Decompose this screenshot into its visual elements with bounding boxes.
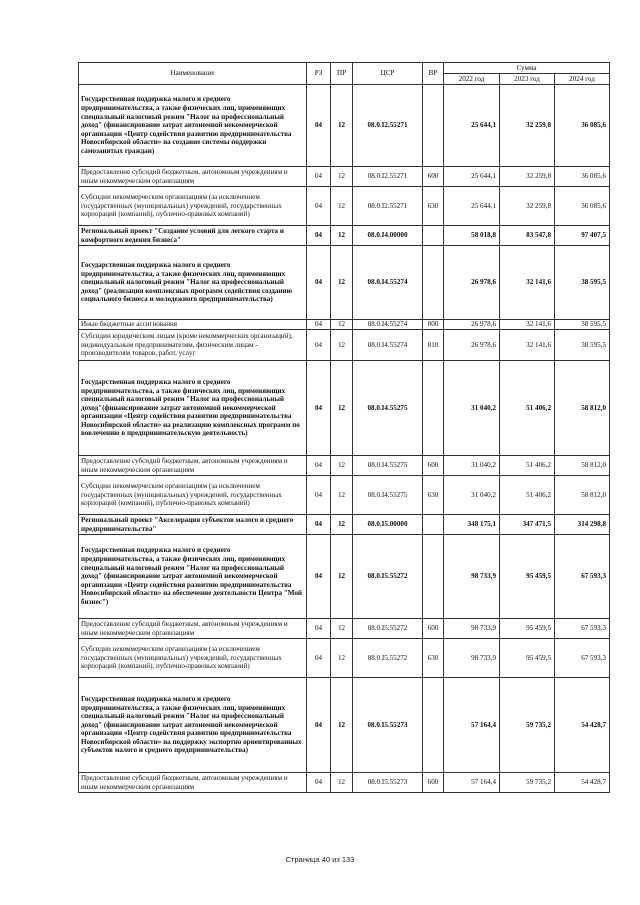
row-amount-2024: 67 593,3 [555, 639, 610, 678]
row-amount-2024: 67 593,3 [555, 619, 610, 639]
row-vr [423, 535, 444, 619]
row-amount-2024: 97 407,5 [555, 226, 610, 246]
page-counter: Страница 40 из 133 [285, 855, 355, 864]
row-pr: 12 [331, 639, 353, 678]
row-rz: 04 [307, 456, 331, 476]
row-csr: 08.0.I4.55275 [353, 476, 423, 515]
row-vr: 800 [423, 320, 444, 330]
header-sum: Сумма [444, 63, 610, 74]
row-amount-2024: 58 812,0 [555, 456, 610, 476]
row-vr: 630 [423, 187, 444, 226]
table-row [79, 476, 610, 515]
row-pr: 12 [331, 85, 353, 167]
table-row [79, 535, 610, 619]
row-vr: 810 [423, 330, 444, 361]
row-vr [423, 246, 444, 320]
header-csr: ЦСР [353, 63, 423, 85]
row-amount-2023: 59 735,2 [500, 773, 555, 793]
row-name: Субсидии некоммерческим организациям (за исключением государственных (муниципальных) учреждений, государственных корпораций (компаний), публично-правовых компаний) [79, 476, 307, 515]
row-rz: 04 [307, 361, 331, 456]
row-csr: 08.0.I5.55272 [353, 619, 423, 639]
row-name: Субсидии юридическим лицам (кроме некоммерческих организаций), индивидуальным предпринимателям, физическим лицам - производителям товаров, работ, услуг [79, 330, 307, 361]
row-vr: 630 [423, 639, 444, 678]
row-amount-2023: 51 406,2 [500, 456, 555, 476]
row-amount-2024: 38 595,5 [555, 320, 610, 330]
row-csr: 08.0.I2.55271 [353, 85, 423, 167]
row-amount-2023: 32 259,8 [500, 187, 555, 226]
row-amount-2022: 98 733,9 [444, 619, 500, 639]
row-amount-2022: 57 164,4 [444, 773, 500, 793]
row-csr: 08.0.I4.55275 [353, 361, 423, 456]
row-csr: 08.0.I4.55274 [353, 330, 423, 361]
row-vr: 600 [423, 619, 444, 639]
row-amount-2022: 25 644,1 [444, 187, 500, 226]
row-rz: 04 [307, 226, 331, 246]
row-pr: 12 [331, 535, 353, 619]
row-amount-2022: 31 040,2 [444, 456, 500, 476]
table-row [79, 639, 610, 678]
table-row [79, 773, 610, 793]
row-amount-2023: 51 406,2 [500, 361, 555, 456]
row-amount-2022: 26 978,6 [444, 330, 500, 361]
row-amount-2023: 59 735,2 [500, 678, 555, 773]
row-pr: 12 [331, 619, 353, 639]
table-row [79, 246, 610, 320]
table-row [79, 361, 610, 456]
row-amount-2024: 54 428,7 [555, 773, 610, 793]
row-pr: 12 [331, 167, 353, 187]
header-pr: ПР [331, 63, 353, 85]
table-row [79, 85, 610, 167]
row-amount-2024: 38 595,5 [555, 330, 610, 361]
row-csr: 08.0.I4.55275 [353, 456, 423, 476]
row-amount-2022: 25 644,1 [444, 85, 500, 167]
row-amount-2024: 67 593,3 [555, 535, 610, 619]
row-name: Предоставление субсидий бюджетным, автономным учреждениям и иным некоммерческим организациям [79, 167, 307, 187]
row-rz: 04 [307, 246, 331, 320]
budget-table [78, 62, 610, 793]
row-name: Предоставление субсидий бюджетным, автономным учреждениям и иным некоммерческим организациям [79, 619, 307, 639]
row-csr: 08.0.I4.55274 [353, 246, 423, 320]
row-pr: 12 [331, 330, 353, 361]
row-name: Государственная поддержка малого и среднего предпринимательства, а также физических лиц, применяющих специальный налоговый режим "Налог на профессиональный доход" (реализация комплексных программ содействия созданию социального бизнеса и молодежного предпринимательства) [79, 246, 307, 320]
row-csr: 08.0.I5.55272 [353, 639, 423, 678]
row-vr [423, 515, 444, 535]
row-pr: 12 [331, 476, 353, 515]
row-rz: 04 [307, 85, 331, 167]
row-vr: 600 [423, 456, 444, 476]
row-rz: 04 [307, 515, 331, 535]
row-rz: 04 [307, 639, 331, 678]
header-2024: 2024 год [555, 74, 610, 85]
row-vr [423, 361, 444, 456]
table-row [79, 330, 610, 361]
header-vr: ВР [423, 63, 444, 85]
row-csr: 08.0.I4.55274 [353, 320, 423, 330]
row-pr: 12 [331, 515, 353, 535]
row-vr: 630 [423, 476, 444, 515]
row-csr: 08.0.I5.00000 [353, 515, 423, 535]
row-amount-2024: 36 085,6 [555, 167, 610, 187]
row-amount-2022: 26 978,6 [444, 320, 500, 330]
row-amount-2024: 38 595,5 [555, 246, 610, 320]
header-2023: 2023 год [500, 74, 555, 85]
row-amount-2023: 83 547,8 [500, 226, 555, 246]
row-name: Государственная поддержка малого и среднего предпринимательства, а также физических лиц, применяющих специальный налоговый режим "Налог на профессиональный доход" (финансирование затрат автономной некоммерческой организации «Центр содействия развитию предпринимательства Новосибирской области» на обеспечение деятельности Центра "Мой бизнес") [79, 535, 307, 619]
row-csr: 08.0.I2.55271 [353, 167, 423, 187]
row-amount-2023: 51 406,2 [500, 476, 555, 515]
table-row [79, 187, 610, 226]
row-vr [423, 85, 444, 167]
row-amount-2023: 32 141,6 [500, 320, 555, 330]
table-row [79, 515, 610, 535]
header-name: Наименование [79, 63, 307, 85]
row-csr: 08.0.I5.55273 [353, 678, 423, 773]
row-amount-2022: 26 978,6 [444, 246, 500, 320]
table-row [79, 167, 610, 187]
budget-table-body [79, 85, 610, 793]
row-csr: 08.0.I5.55273 [353, 773, 423, 793]
row-name: Государственная поддержка малого и среднего предпринимательства, а также физических лиц, применяющих специальный налоговый режим "Налог на профессиональный доход" (финансирование затрат автономной некоммерческой организации «Центр содействия развитию предпринимательства Новосибирской области» на создание системы поддержки самозанятых граждан) [79, 85, 307, 167]
row-name: Предоставление субсидий бюджетным, автономным учреждениям и иным некоммерческим организациям [79, 456, 307, 476]
row-amount-2024: 58 812,0 [555, 476, 610, 515]
row-rz: 04 [307, 476, 331, 515]
row-amount-2022: 25 644,1 [444, 167, 500, 187]
row-amount-2023: 32 141,6 [500, 246, 555, 320]
row-amount-2023: 32 259,8 [500, 167, 555, 187]
row-amount-2023: 347 471,5 [500, 515, 555, 535]
row-rz: 04 [307, 678, 331, 773]
row-amount-2024: 36 085,6 [555, 187, 610, 226]
row-pr: 12 [331, 773, 353, 793]
row-amount-2023: 32 141,6 [500, 330, 555, 361]
row-amount-2024: 36 085,6 [555, 85, 610, 167]
table-row [79, 456, 610, 476]
row-amount-2022: 57 164,4 [444, 678, 500, 773]
row-vr: 600 [423, 773, 444, 793]
row-amount-2022: 98 733,9 [444, 639, 500, 678]
row-name: Предоставление субсидий бюджетным, автономным учреждениям и иным некоммерческим организациям [79, 773, 307, 793]
row-name: Субсидии некоммерческим организациям (за исключением государственных (муниципальных) учреждений, государственных корпораций (компаний), публично-правовых компаний) [79, 639, 307, 678]
row-rz: 04 [307, 773, 331, 793]
budget-table-container [78, 62, 609, 793]
row-amount-2022: 348 175,1 [444, 515, 500, 535]
row-amount-2022: 58 018,8 [444, 226, 500, 246]
row-rz: 04 [307, 320, 331, 330]
table-row [79, 678, 610, 773]
row-rz: 04 [307, 187, 331, 226]
row-amount-2024: 314 298,8 [555, 515, 610, 535]
row-pr: 12 [331, 361, 353, 456]
row-amount-2024: 54 428,7 [555, 678, 610, 773]
row-amount-2023: 95 459,5 [500, 639, 555, 678]
row-csr: 08.0.I5.55272 [353, 535, 423, 619]
row-name: Государственная поддержка малого и среднего предпринимательства, а также физических лиц, применяющих специальный налоговый режим "Налог на профессиональный доход" (финансирование затрат автономной некоммерческой организации «Центр содействия развитию предпринимательства Новосибирской области» на поддержку экспортно ориентированных субъектов малого и среднего предпринимательства) [79, 678, 307, 773]
row-pr: 12 [331, 187, 353, 226]
row-vr: 600 [423, 167, 444, 187]
table-row [79, 226, 610, 246]
row-rz: 04 [307, 619, 331, 639]
table-row [79, 320, 610, 330]
header-2022: 2022 год [444, 74, 500, 85]
row-pr: 12 [331, 246, 353, 320]
row-name: Региональный проект "Создание условий для легкого старта и комфортного ведения бизнеса" [79, 226, 307, 246]
row-amount-2023: 32 259,8 [500, 85, 555, 167]
row-amount-2023: 95 459,5 [500, 535, 555, 619]
table-row [79, 619, 610, 639]
row-amount-2023: 95 459,5 [500, 619, 555, 639]
row-pr: 12 [331, 456, 353, 476]
row-name: Государственная поддержка малого и среднего предпринимательства, а также физических лиц, применяющих специальный налоговый режим "Налог на профессиональный доход"(финансирование затрат автономной некоммерческой организации «Центр содействия развитию предпринимательства Новосибирской области» на реализацию комплексных программ по вовлечению в предпринимательскую деятельность) [79, 361, 307, 456]
row-amount-2022: 31 040,2 [444, 476, 500, 515]
row-rz: 04 [307, 167, 331, 187]
row-csr: 08.0.I2.55271 [353, 187, 423, 226]
row-name: Региональный проект "Акселерация субъектов малого и среднего предпринимательства" [79, 515, 307, 535]
row-vr [423, 678, 444, 773]
row-rz: 04 [307, 535, 331, 619]
row-amount-2022: 98 733,9 [444, 535, 500, 619]
row-amount-2022: 31 040,2 [444, 361, 500, 456]
row-name: Субсидии некоммерческим организациям (за исключением государственных (муниципальных) учреждений, государственных корпораций (компаний), публично-правовых компаний) [79, 187, 307, 226]
row-pr: 12 [331, 226, 353, 246]
row-name: Иные бюджетные ассигнования [79, 320, 307, 330]
row-vr [423, 226, 444, 246]
row-pr: 12 [331, 320, 353, 330]
header-rz: РЗ [307, 63, 331, 85]
row-rz: 04 [307, 330, 331, 361]
row-csr: 08.0.I4.00000 [353, 226, 423, 246]
row-amount-2024: 58 812,0 [555, 361, 610, 456]
row-pr: 12 [331, 678, 353, 773]
